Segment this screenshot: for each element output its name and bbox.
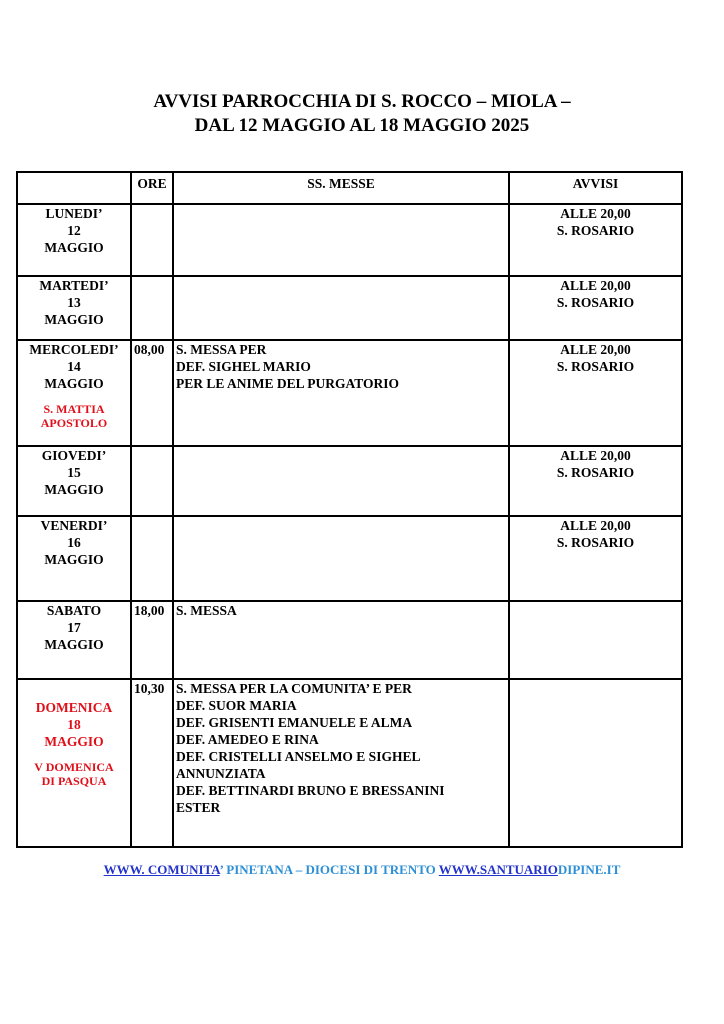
cell-line: MERCOLEDI’ xyxy=(29,342,119,357)
cell-line: DI PASQUA xyxy=(41,774,107,788)
footer-link-santuario[interactable]: WWW.SANTUARIO xyxy=(438,862,558,877)
ore-cell xyxy=(131,204,173,276)
cell-line: MAGGIO xyxy=(44,376,104,391)
cell-line: DEF. GRISENTI EMANUELE E ALMA xyxy=(176,715,413,730)
cell-line: MAGGIO xyxy=(44,240,104,255)
footer-text-tail: DIPINE.IT xyxy=(557,862,621,877)
cell-line: DEF. CRISTELLI ANSELMO E SIGHEL xyxy=(176,749,421,764)
cell-line: ESTER xyxy=(176,800,221,815)
cell-line: LUNEDI’ xyxy=(45,206,103,221)
cell-line: V DOMENICA xyxy=(34,760,114,774)
feast-note xyxy=(20,402,128,430)
avvisi-cell xyxy=(509,601,682,679)
cell-line: 18 xyxy=(67,717,81,732)
ore-cell xyxy=(131,276,173,340)
cell-line: S. MESSA PER LA COMUNITA’ E PER xyxy=(176,681,412,696)
cell-line: DEF. SUOR MARIA xyxy=(176,698,297,713)
day-label xyxy=(20,517,128,568)
header-ore: ORE xyxy=(131,172,173,204)
avvisi-cell xyxy=(509,340,682,446)
messe-cell xyxy=(173,679,509,847)
cell-line: 16 xyxy=(67,535,81,550)
cell-line: 13 xyxy=(67,295,81,310)
messe-cell xyxy=(173,446,509,516)
messe-cell xyxy=(173,340,509,446)
cell-line: S. MESSA xyxy=(176,603,237,618)
cell-line: VENERDI’ xyxy=(40,518,108,533)
day-label xyxy=(20,277,128,328)
cell-line: S. MESSA PER xyxy=(176,342,267,357)
cell-line: S. ROSARIO xyxy=(556,359,635,374)
table-row xyxy=(17,446,682,516)
cell-line: S. ROSARIO xyxy=(556,465,635,480)
ore-cell: 18,00 xyxy=(131,601,173,679)
cell-line: MAGGIO xyxy=(44,734,104,749)
cell-line: ALLE 20,00 xyxy=(560,448,631,463)
avvisi-cell xyxy=(509,276,682,340)
cell-line: MARTEDI’ xyxy=(39,278,109,293)
day-label xyxy=(20,602,128,653)
cell-line: MAGGIO xyxy=(44,312,104,327)
cell-line: S. ROSARIO xyxy=(556,535,635,550)
avvisi-cell xyxy=(509,516,682,601)
cell-line: 12 xyxy=(67,223,81,238)
cell-line: SABATO xyxy=(46,603,102,618)
cell-line: MAGGIO xyxy=(44,552,104,567)
footer xyxy=(0,862,724,878)
day-cell xyxy=(17,601,131,679)
ore-cell: 10,30 xyxy=(131,679,173,847)
header-day xyxy=(17,172,131,204)
footer-link-comunita[interactable]: WWW. COMUNITA xyxy=(103,862,220,877)
cell-line: GIOVEDI’ xyxy=(41,448,107,463)
header-avvisi: AVVISI xyxy=(509,172,682,204)
cell-line: S. MATTIA xyxy=(43,402,105,416)
day-cell xyxy=(17,204,131,276)
cell-line: ANNUNZIATA xyxy=(176,766,266,781)
day-label xyxy=(20,447,128,498)
avvisi-cell xyxy=(509,679,682,847)
avvisi-cell xyxy=(509,204,682,276)
header-row xyxy=(17,172,682,204)
cell-line: S. ROSARIO xyxy=(556,295,635,310)
cell-line: ALLE 20,00 xyxy=(560,206,631,221)
messe-cell xyxy=(173,276,509,340)
day-label xyxy=(20,699,128,750)
cell-line: 14 xyxy=(67,359,81,374)
header-messe: SS. MESSE xyxy=(173,172,509,204)
messe-cell xyxy=(173,601,509,679)
day-cell xyxy=(17,276,131,340)
ore-cell xyxy=(131,516,173,601)
table-row xyxy=(17,679,682,847)
footer-text: ’ PINETANA – DIOCESI DI TRENTO xyxy=(219,862,439,877)
cell-line: ALLE 20,00 xyxy=(560,278,631,293)
page-title-line-2: DAL 12 MAGGIO AL 18 MAGGIO 2025 xyxy=(194,115,530,136)
table-row xyxy=(17,276,682,340)
ore-cell: 08,00 xyxy=(131,340,173,446)
cell-line: ALLE 20,00 xyxy=(560,518,631,533)
cell-line: S. ROSARIO xyxy=(556,223,635,238)
feast-note xyxy=(20,760,128,788)
day-cell xyxy=(17,340,131,446)
cell-line: ALLE 20,00 xyxy=(560,342,631,357)
cell-line: MAGGIO xyxy=(44,482,104,497)
schedule-table xyxy=(16,171,683,848)
ore-cell xyxy=(131,446,173,516)
table-row xyxy=(17,204,682,276)
table-row xyxy=(17,340,682,446)
cell-line: MAGGIO xyxy=(44,637,104,652)
cell-line: APOSTOLO xyxy=(40,416,108,430)
day-cell xyxy=(17,516,131,601)
day-label xyxy=(20,341,128,392)
day-cell xyxy=(17,679,131,847)
cell-line: DEF. AMEDEO E RINA xyxy=(176,732,319,747)
cell-line: 17 xyxy=(67,620,81,635)
messe-cell xyxy=(173,516,509,601)
cell-line: DEF. SIGHEL MARIO xyxy=(176,359,311,374)
avvisi-cell xyxy=(509,446,682,516)
cell-line: 15 xyxy=(67,465,81,480)
day-cell xyxy=(17,446,131,516)
table-row xyxy=(17,516,682,601)
messe-cell xyxy=(173,204,509,276)
table-row xyxy=(17,601,682,679)
cell-line: DOMENICA xyxy=(35,700,113,715)
cell-line: DEF. BETTINARDI BRUNO E BRESSANINI xyxy=(176,783,445,798)
day-label xyxy=(20,205,128,256)
cell-line: PER LE ANIME DEL PURGATORIO xyxy=(176,376,400,391)
page-title-line-1: AVVISI PARROCCHIA DI S. ROCCO – MIOLA – xyxy=(153,91,571,112)
